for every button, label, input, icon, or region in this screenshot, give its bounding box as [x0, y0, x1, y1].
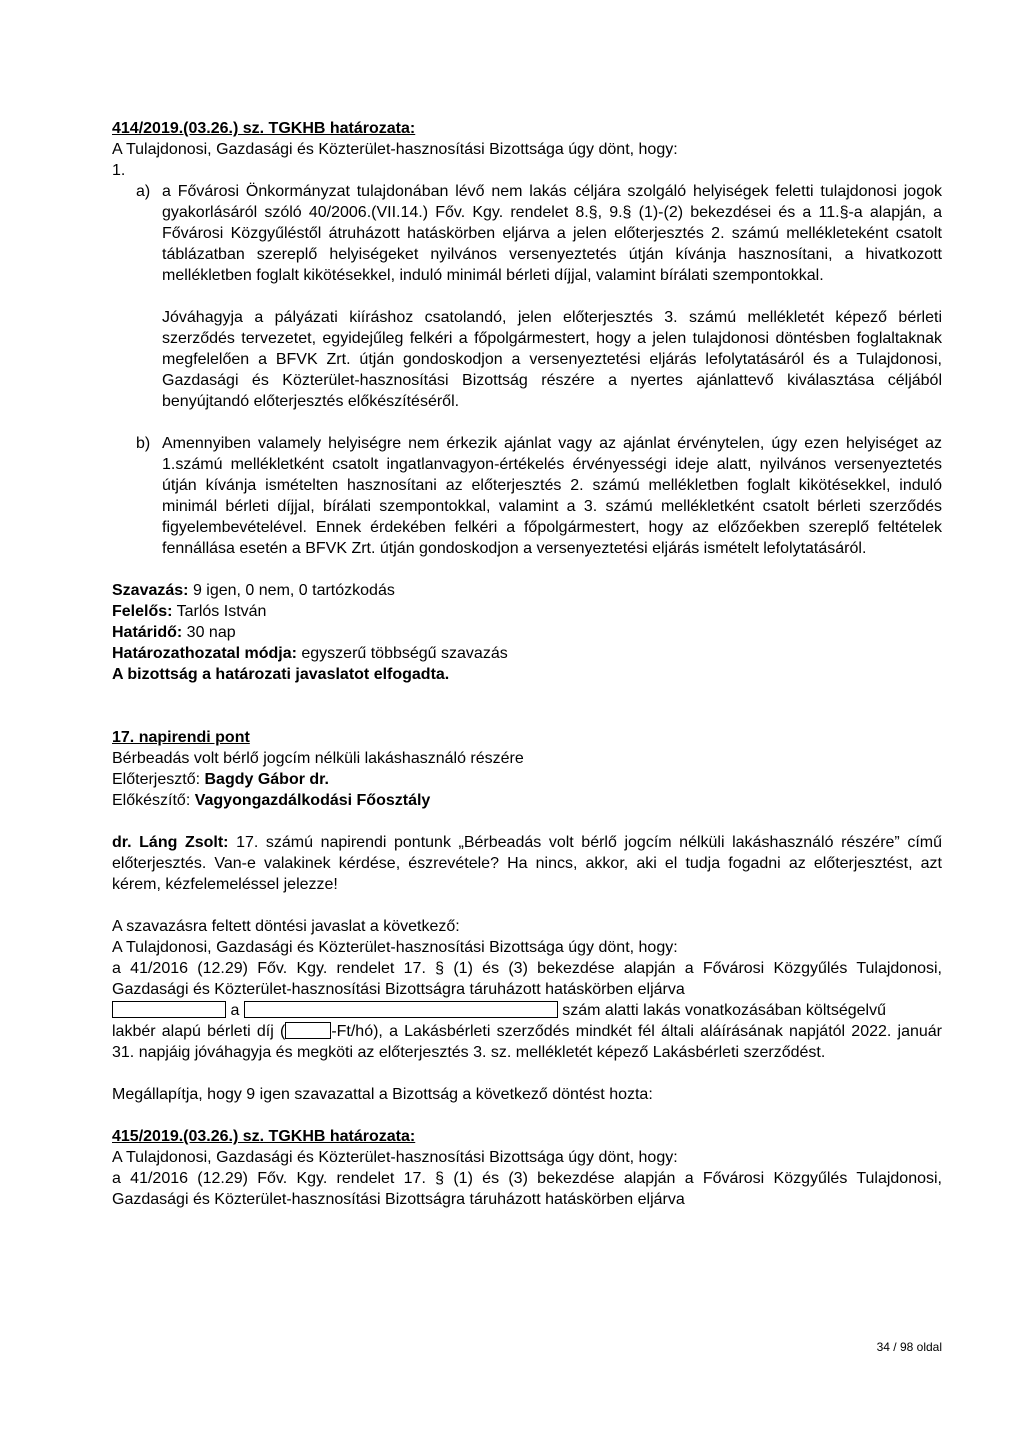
resolution-title: 414/2019.(03.26.) sz. TGKHB határozata:	[112, 120, 416, 137]
deadline-line: Határidő: 30 nap	[112, 624, 236, 641]
accepted-line: A bizottság a határozati javaslatot elfogadta.	[112, 666, 450, 683]
resolution-intro: A Tulajdonosi, Gazdasági és Közterület-hasznosítási Bizottsága úgy dönt, hogy:	[112, 141, 678, 158]
resolution-title-2: 415/2019.(03.26.) sz. TGKHB határozata:	[112, 1128, 416, 1145]
proposal-line-4: lakbér alapú bérleti díj ( -Ft/hó), a Lakásbérleti szerződés mindkét fél általi aláírásának napjától 2022. január 31. napjáig jóváhagyja és megköti az előterjesztés 3. sz. mellékletét képező Lakásbérleti szerződést.	[112, 1023, 943, 1061]
document-page	[112, 118, 942, 1210]
speech-paragraph: dr. Láng Zsolt: 17. számú napirendi pontunk „Bérbeadás volt bérlő jogcím nélküli lakáshasználó részére” című előterjesztés. Van-e valakinek kérdése, észrevétele? Ha nincs, akkor, aki el tudja fogadni az előterjesztést, azt kérem, kézfelemeléssel jelezze!	[112, 834, 943, 893]
responsible-line: Felelős: Tarlós István	[112, 603, 267, 620]
redacted-box	[112, 1001, 226, 1018]
preparer-line: Előkészítő: Vagyongazdálkodási Főosztály	[112, 792, 431, 809]
resolution-number: 1.	[112, 162, 126, 179]
proposal-line-3: a szám alatti lakás vonatkozásában költségelvű	[112, 1000, 942, 1021]
proposal-intro: A szavazásra feltett döntési javaslat a következő:	[112, 918, 460, 935]
agenda-title: 17. napirendi pont	[112, 729, 250, 746]
resolution-item-a	[112, 181, 942, 412]
item-label: b)	[136, 435, 151, 452]
proposal-line-2: a 41/2016 (12.29) Főv. Kgy. rendelet 17. § (1) és (3) bekezdése alapján a Fővárosi Közgyűlés Tulajdonosi, Gazdasági és Közterület-hasznosítási Bizottságra táruházott hatáskörben eljárva	[112, 960, 942, 998]
finding-line: Megállapítja, hogy 9 igen szavazattal a Bizottság a következő döntést hozta:	[112, 1086, 653, 1103]
presenter-line: Előterjesztő: Bagdy Gábor dr.	[112, 771, 329, 788]
item-text: a Fővárosi Önkormányzat tulajdonában lévő nem lakás céljára szolgáló helyiségek feletti tulajdonosi jogok gyakorlásáról szóló 40/2006.(VII.14.) Főv. Kgy. rendelet 8.§, 9.§ (1)-(2) bekezdései és a 11.§-a alapján, a Fővárosi Közgyűléstől átruházott hatáskörben eljárva a jelen előterjesztés 2. számú mellékleteként csatolt táblázatban szereplő helyiségeket nyilvános versenyeztetés útján kívánja hasznosítani, a hivatkozott mellékletben foglalt kikötésekkel, induló minimál bérleti díjjal, valamint bírálati szempontokkal.	[162, 183, 942, 284]
resolution-text-2: a 41/2016 (12.29) Főv. Kgy. rendelet 17. § (1) és (3) bekezdése alapján a Fővárosi Közgyűlés Tulajdonosi, Gazdasági és Közterület-hasznosítási Bizottságra táruházott hatáskörben eljárva	[112, 1170, 942, 1208]
item-label: a)	[136, 183, 151, 200]
resolution-item-b	[112, 433, 942, 559]
resolution-intro-2: A Tulajdonosi, Gazdasági és Közterület-hasznosítási Bizottsága úgy dönt, hogy:	[112, 1149, 678, 1166]
item-text-approval: Jóváhagyja a pályázati kiíráshoz csatolandó, jelen előterjesztés 3. számú mellékletét képező bérleti szerződés tervezetet, egyidejűleg felkéri a főpolgármestert, hogy a jelen tulajdonosi döntésben foglaltaknak megfelelően a BFVK Zrt. útján gondoskodjon a versenyeztetési eljárás lefolytatásáról és a Tulajdonosi, Gazdasági és Közterület-hasznosítási Bizottság részére a nyertes ajánlattevő kiválasztása céljából benyújtandó előterjesztés előkészítéséről.	[162, 309, 942, 410]
item-text: Amennyiben valamely helyiségre nem érkezik ajánlat vagy az ajánlat érvénytelen, úgy ezen helyiséget az 1.számú mellékletként csatolt ingatlanvagyon-értékelés érvényességi ideje alatt, nyilvános versenyeztetés útján kívánja ismételten hasznosítani az előterjesztés 2. számú mellékletben foglalt kikötésekkel, induló minimál bérleti díjjal, bírálati szempontokkal, valamint a 3. számú mellékletként csatolt bérleti szerződés figyelembevételével. Ennek érdekében felkéri a főpolgármestert, hogy az előzőekben szereplő feltételek fennállása esetén a BFVK Zrt. útján gondoskodjon a versenyeztetési eljárás ismételt lefolytatásáról.	[162, 435, 942, 557]
page-number: 34 / 98 oldal	[876, 1340, 942, 1354]
method-line: Határozathozatal módja: egyszerű többségű szavazás	[112, 645, 508, 662]
redacted-box	[285, 1022, 331, 1039]
vote-line: Szavazás: 9 igen, 0 nem, 0 tartózkodás	[112, 582, 395, 599]
agenda-subject: Bérbeadás volt bérlő jogcím nélküli lakáshasználó részére	[112, 750, 524, 767]
proposal-line-1: A Tulajdonosi, Gazdasági és Közterület-hasznosítási Bizottsága úgy dönt, hogy:	[112, 939, 678, 956]
redacted-box	[244, 1001, 558, 1018]
